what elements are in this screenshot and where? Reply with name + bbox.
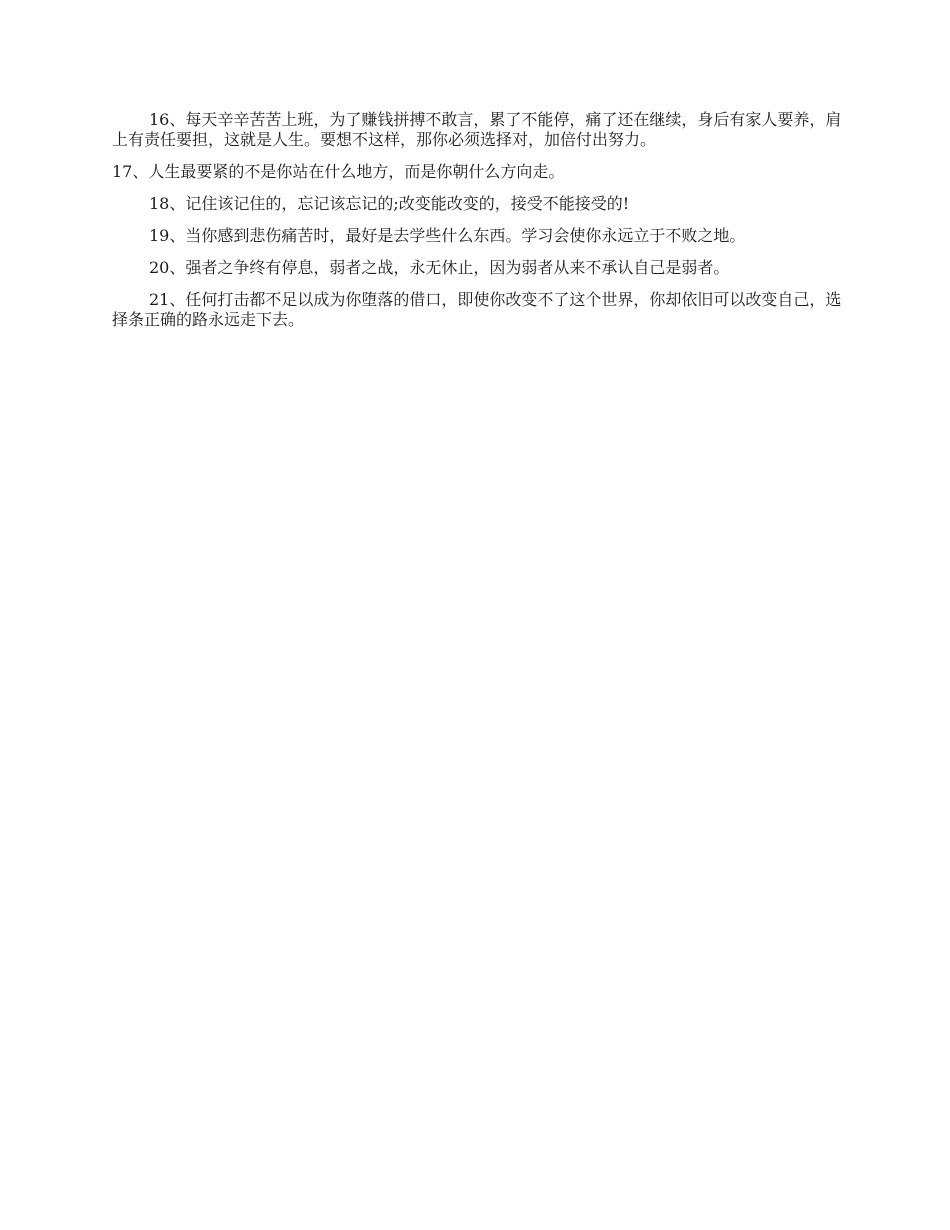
paragraph-18: 18、记住该记住的，忘记该忘记的;改变能改变的，接受不能接受的! — [149, 194, 630, 213]
paragraph-16: 16、每天辛辛苦苦上班，为了赚钱拼搏不敢言，累了不能停，痛了还在继续，身后有家人要养，肩上有责任要担，这就是人生。要想不这样，那你必须选择对，加倍付出努力。 — [112, 110, 842, 149]
document-body — [112, 110, 842, 342]
paragraph-21: 21、任何打击都不足以成为你堕落的借口，即使你改变不了这个世界，你却依旧可以改变自己，选择条正确的路永远走下去。 — [112, 290, 842, 329]
paragraph-19: 19、当你感到悲伤痛苦时，最好是去学些什么东西。学习会使你永远立于不败之地。 — [149, 226, 746, 245]
paragraph-20: 20、强者之争终有停息，弱者之战，永无休止，因为弱者从来不承认自己是弱者。 — [149, 258, 730, 277]
paragraph-17: 17、人生最要紧的不是你站在什么地方，而是你朝什么方向走。 — [112, 162, 565, 181]
